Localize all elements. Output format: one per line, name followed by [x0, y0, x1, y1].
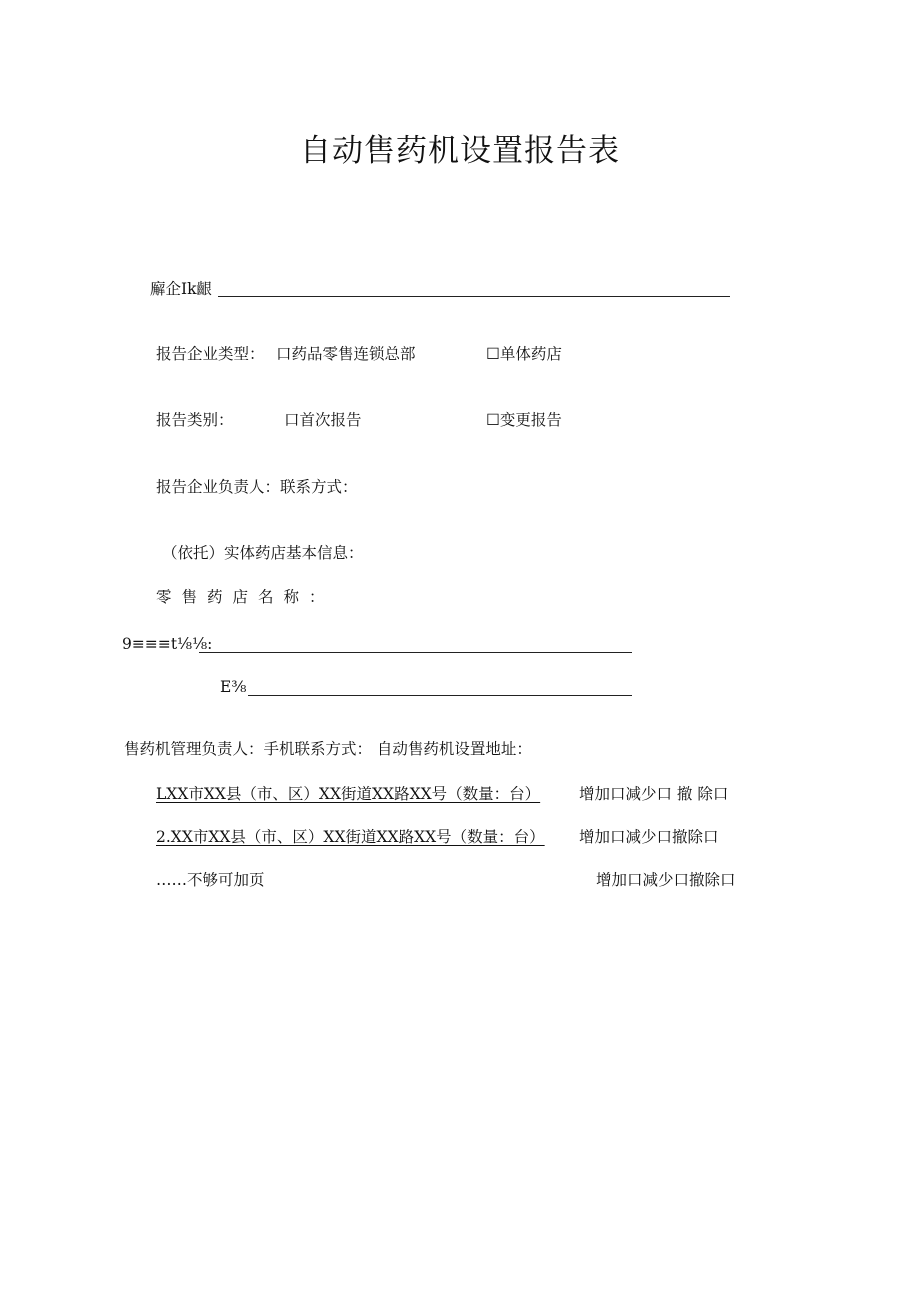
store-address-label: 9≡≡≡t⅛⅛: [122, 635, 213, 653]
address-item-2-options[interactable]: 增加口减少口撤除口 [579, 828, 719, 846]
enterprise-type-label: 报告企业类型： [156, 345, 265, 363]
checkbox-first-report[interactable]: 口首次报告 [284, 411, 362, 429]
address-item-3-options[interactable]: 增加口减少口撤除口 [596, 871, 736, 889]
page-title: 自动售药机设置报告表 [300, 133, 620, 169]
license-label: E⅜ [220, 678, 247, 696]
store-name-label: 零售药店名称： [156, 588, 335, 606]
checkbox-single-pharmacy[interactable]: ☐单体药店 [486, 345, 562, 363]
store-address-field[interactable] [199, 652, 632, 653]
checkbox-chain-headquarters[interactable]: 口药品零售连锁总部 [276, 345, 416, 363]
responsible-person-label: 报告企业负责人：联系方式： [156, 478, 358, 496]
checkbox-change-report[interactable]: ☐变更报告 [486, 411, 562, 429]
enterprise-name-label: 廨企Ik齦 [150, 280, 213, 298]
enterprise-name-field[interactable] [218, 296, 730, 297]
address-item-1: LXX市XX县（市、区）XX街道XX路XX号（数量：台） [156, 785, 541, 803]
report-category-label: 报告类别： [156, 411, 234, 429]
store-info-heading: （依托）实体药店基本信息： [162, 544, 364, 562]
address-item-2: 2.XX市XX县（市、区）XX街道XX路XX号（数量：台） [156, 828, 545, 846]
license-field[interactable] [248, 695, 632, 696]
machine-manager-label: 售药机管理负责人：手机联系方式： 自动售药机设置地址： [124, 740, 532, 758]
add-page-note: ……不够可加页 [156, 871, 265, 889]
address-item-1-options[interactable]: 增加口减少口 撤 除口 [579, 785, 729, 803]
